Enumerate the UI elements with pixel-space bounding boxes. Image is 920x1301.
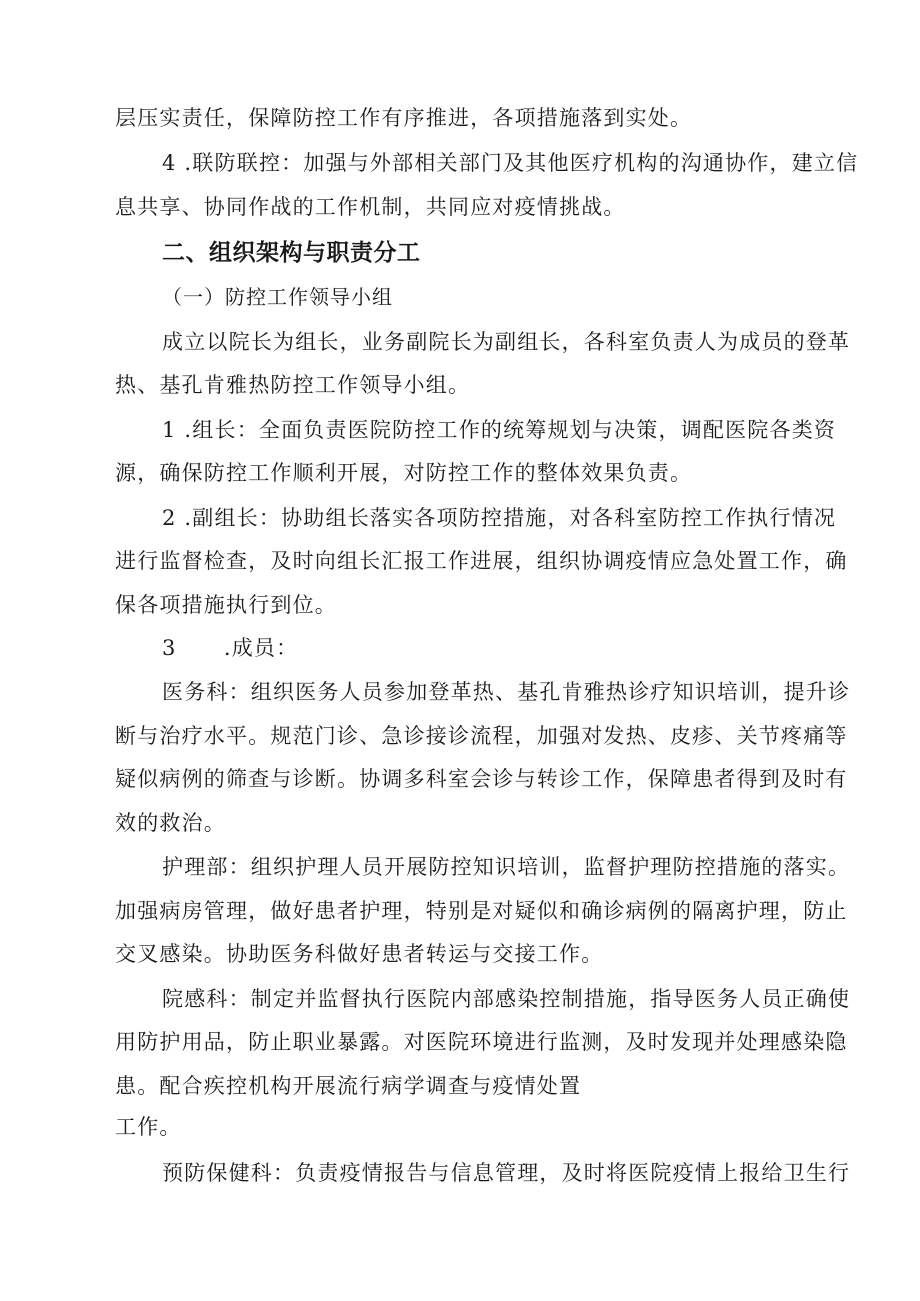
text-line: 患。配合疾控机构开展流行病学调查与疫情处置 [115, 1074, 582, 1098]
text-line: 交叉感染。协助医务科做好患者转运与交接工作。 [115, 942, 604, 966]
text-line: 息共享、协同作战的工作机制，共同应对疫情挑战。 [115, 195, 626, 219]
text-line: 医务科：组织医务人员参加登革热、基孔肯雅热诊疗知识培训，提升诊 [162, 680, 851, 704]
text-line: 4 .联防联控：加强与外部相关部门及其他医疗机构的沟通协作，建立信 [162, 151, 859, 175]
text-line: 源，确保防控工作顺利开展，对防控工作的整体效果负责。 [115, 461, 693, 485]
text-line: 3 .成员： [162, 636, 299, 660]
text-line: 护理部：组织护理人员开展防控知识培训，监督护理防控措施的落实。 [162, 855, 851, 879]
text-line: 院感科：制定并监督执行医院内部感染控制措施，指导医务人员正确使 [162, 987, 851, 1011]
text-line: 热、基孔肯雅热防控工作领导小组。 [115, 373, 471, 397]
text-line: 层压实责任，保障防控工作有序推进，各项措施落到实处。 [115, 106, 693, 130]
text-line: 效的救治。 [115, 811, 226, 835]
subsection-heading: （一）防控工作领导小组 [162, 285, 393, 309]
text-line: 进行监督检查，及时向组长汇报工作进展，组织协调疫情应急处置工作，确 [115, 549, 848, 573]
text-line: 用防护用品，防止职业暴露。对医院环境进行监测，及时发现并处理感染隐 [115, 1030, 848, 1054]
text-line: 加强病房管理，做好患者护理，特别是对疑似和确诊病例的隔离护理，防止 [115, 899, 848, 923]
text-line: 断与治疗水平。规范门诊、急诊接诊流程，加强对发热、皮疹、关节疼痛等 [115, 724, 848, 748]
text-line: 成立以院长为组长，业务副院长为副组长，各科室负责人为成员的登革 [162, 330, 851, 354]
text-line: 1 .组长：全面负责医院防控工作的统筹规划与决策，调配医院各类资 [162, 418, 837, 442]
text-line: 疑似病例的筛查与诊断。协调多科室会诊与转诊工作，保障患者得到及时有 [115, 767, 848, 791]
text-line: 2 .副组长：协助组长落实各项防控措施，对各科室防控工作执行情况 [162, 506, 837, 530]
text-line: 预防保健科：负责疫情报告与信息管理，及时将医院疫情上报给卫生行 [162, 1161, 851, 1185]
section-heading: 二、组织架构与职责分工 [162, 240, 421, 266]
text-line: 保各项措施执行到位。 [115, 593, 337, 617]
text-line: 工作。 [115, 1115, 182, 1139]
